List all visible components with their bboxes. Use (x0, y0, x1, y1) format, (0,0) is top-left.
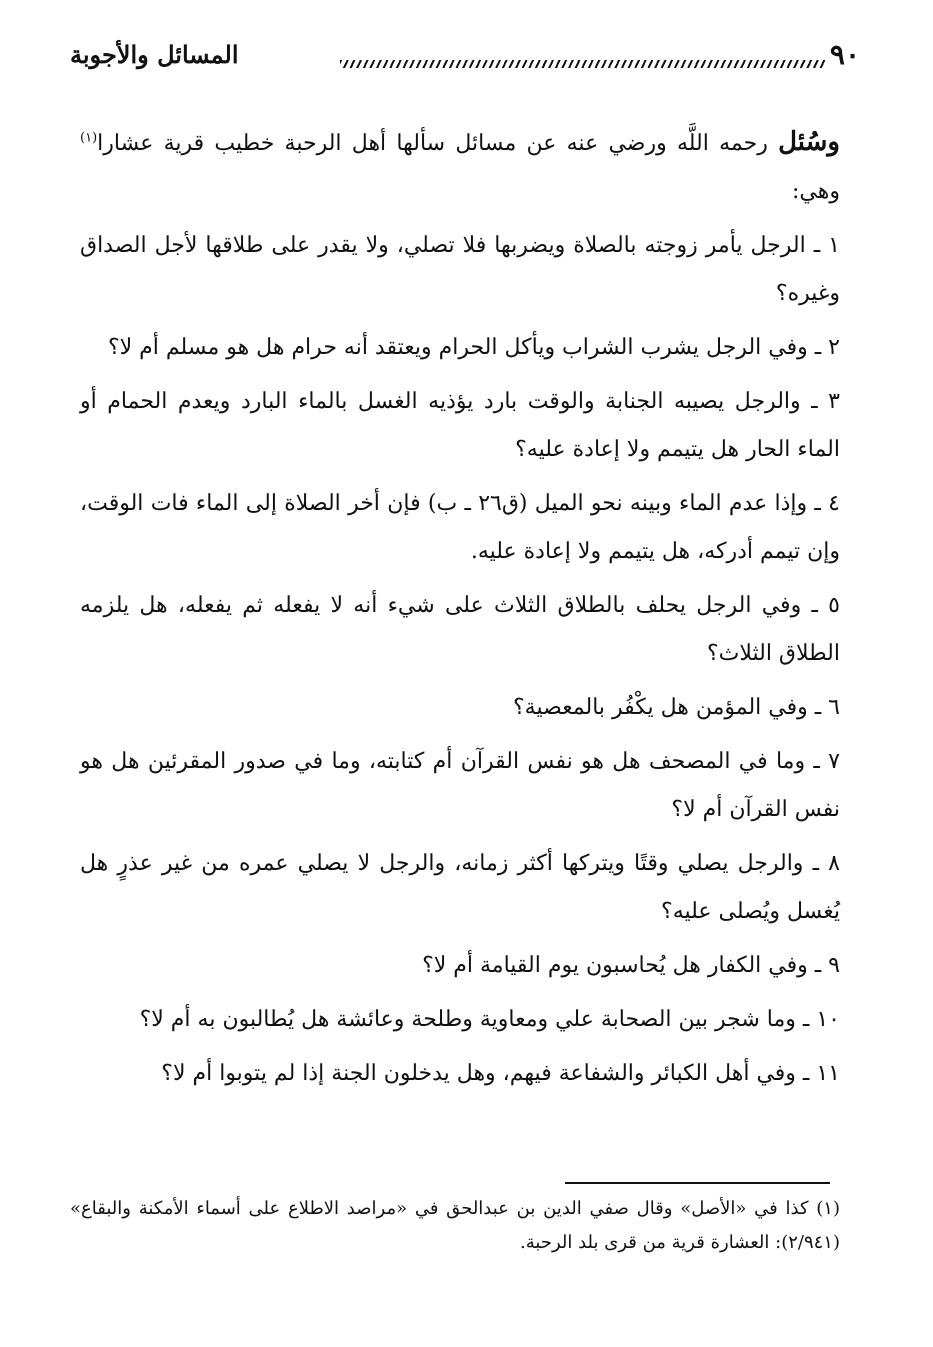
header-decorative-rule (340, 60, 825, 68)
page-header (70, 38, 860, 88)
question-item: ٩ ـ وفي الكفار هل يُحاسبون يوم القيامة أم لا؟ (422, 953, 840, 978)
footnote: (١) كذا في «الأصل» وقال صفي الدين بن عبدالحق في «مراصد الاطلاع على أسماء الأمكنة والبقاع» (٢/٩٤١): العشارة قرية من قرى بلد الرحبة. (70, 1198, 840, 1253)
main-text (80, 118, 840, 1104)
intro-paragraph (80, 118, 840, 216)
footnote-separator (565, 1182, 830, 1184)
intro-text: رحمه اللَّه ورضي عنه عن مسائل سألها أهل الرحبة خطيب قرية عشارا (97, 131, 779, 156)
question-item: ٧ ـ وما في المصحف هل هو نفس القرآن أم كتابته، وما في صدور المقرئين هل هو نفس القرآن أم لا؟ (80, 749, 840, 822)
question-item: ٥ ـ وفي الرجل يحلف بالطلاق الثلاث على شيء أنه لا يفعله ثم يفعله، هل يلزمه الطلاق الثلاث؟ (80, 593, 840, 666)
intro-tail: وهي: (792, 179, 840, 204)
question-item: ٨ ـ والرجل يصلي وقتًا ويتركها أكثر زمانه، والرجل لا يصلي عمره من غير عذرٍ هل يُغسل ويُصلى عليه؟ (80, 851, 840, 924)
question-item: ٢ ـ وفي الرجل يشرب الشراب ويأكل الحرام ويعتقد أنه حرام هل هو مسلم أم لا؟ (107, 335, 840, 360)
question-item: ١ ـ الرجل يأمر زوجته بالصلاة ويضربها فلا تصلي، ولا يقدر على طلاقها لأجل الصداق وغيره؟ (80, 233, 840, 306)
running-title: المسائل والأجوبة (70, 40, 239, 69)
footnote-marker: (١) (80, 130, 98, 146)
question-item: ٤ ـ وإذا عدم الماء وبينه نحو الميل (ق٢٦ ـ ب) فإن أخر الصلاة إلى الماء فات الوقت، وإن تيمم أدركه، هل يتيمم ولا إعادة عليه. (80, 491, 840, 564)
page-number: ٩٠ (829, 38, 860, 71)
question-item: ٦ ـ وفي المؤمن هل يكْفُر بالمعصية؟ (513, 695, 840, 720)
question-item: ١٠ ـ وما شجر بين الصحابة علي ومعاوية وطلحة وعائشة هل يُطالبون به أم لا؟ (139, 1007, 840, 1032)
question-item: ١١ ـ وفي أهل الكبائر والشفاعة فيهم، وهل يدخلون الجنة إذا لم يتوبوا أم لا؟ (161, 1061, 840, 1086)
question-item: ٣ ـ والرجل يصيبه الجنابة والوقت بارد يؤذيه الغسل بالماء البارد ويعدم الحمام أو الماء الحار هل يتيمم ولا إعادة عليه؟ (80, 389, 840, 462)
intro-lead-word: وسُئل (778, 127, 840, 157)
